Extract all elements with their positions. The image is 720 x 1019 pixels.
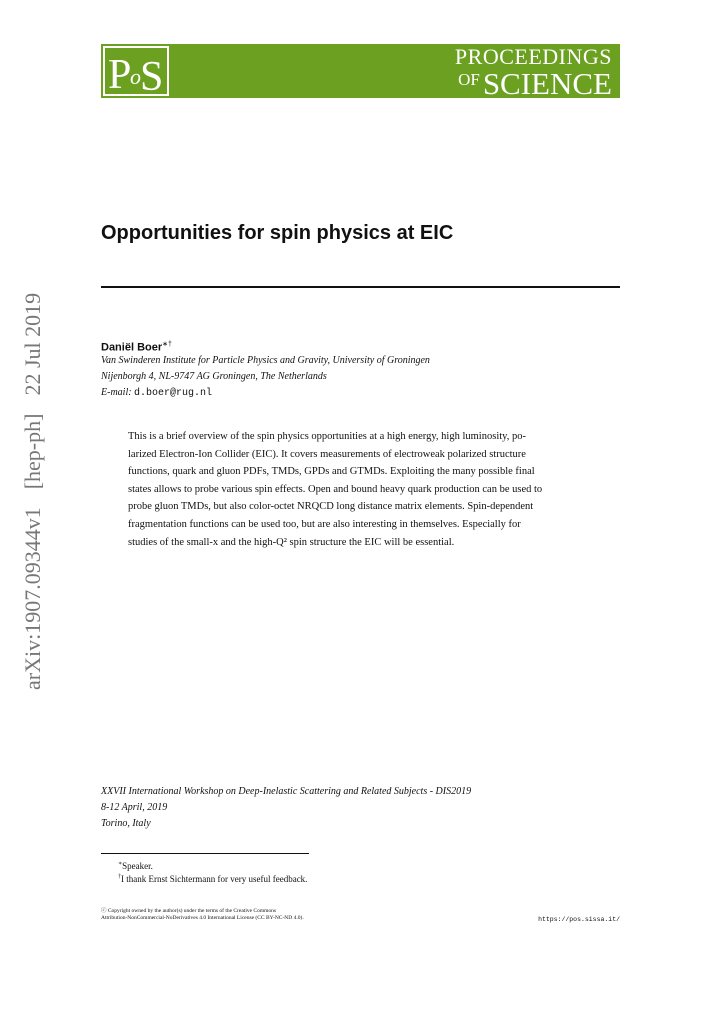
footnote-rule — [101, 853, 309, 854]
author-email — [101, 387, 212, 399]
title-rule — [101, 286, 620, 288]
copyright-line-1: ⓒ Copyright owned by the author(s) under the terms of the Creative Commons — [101, 908, 277, 914]
svg-text:o: o — [130, 64, 141, 89]
abstract-line: This is a brief overview of the spin physics opportunities at a high energy, high luminosity, po- — [128, 431, 526, 442]
author-name-text: Daniël Boer — [101, 341, 163, 354]
pos-wordmark — [455, 46, 612, 99]
wordmark-of: OF — [458, 70, 480, 89]
arxiv-category: [hep-ph] — [20, 413, 45, 490]
author-marks: ∗† — [162, 341, 172, 348]
arxiv-stamp — [20, 275, 46, 690]
abstract-line: states allows to probe various spin effects. Open and bound heavy quark production can be used to — [128, 483, 543, 495]
footnote-speaker — [118, 860, 153, 871]
arxiv-date: 22 Jul 2019 — [20, 292, 45, 396]
wordmark-science: SCIENCE — [482, 66, 612, 101]
abstract-line: fragmentation functions can be used too, but are also interesting in themselves. Especially for — [128, 518, 521, 530]
affiliation-line-1: Van Swinderen Institute for Particle Physics and Gravity, University of Groningen — [101, 355, 430, 366]
svg-text:P: P — [108, 52, 132, 94]
conference-dates: 8-12 April, 2019 — [101, 802, 168, 813]
abstract-line: probe gluon TMDs, but also color-octet NRQCD long distance matrix elements. Spin-dependent — [128, 501, 534, 513]
footnote-thanks — [118, 874, 307, 884]
copyright-line-2: Attribution-NonCommercial-NoDerivatives 4.0 International License (CC BY-NC-ND 4.0). — [101, 915, 304, 921]
abstract-line: functions, quark and gluon PDFs, TMDs, GPDs and GTMDs. Exploiting the many possible final — [128, 466, 535, 478]
pos-logo — [103, 46, 169, 96]
affiliation-line-2: Nijenborgh 4, NL-9747 AG Groningen, The Netherlands — [101, 371, 327, 382]
footnote-thanks-mark: † — [118, 874, 121, 880]
footnote-speaker-text: Speaker. — [122, 861, 153, 871]
svg-text:S: S — [140, 54, 164, 94]
author-name — [101, 340, 172, 354]
email-value[interactable]: d.boer@rug.nl — [134, 388, 213, 399]
email-label: E-mail: — [101, 387, 132, 398]
abstract — [128, 428, 595, 551]
wordmark-proceedings: PROCEEDINGS — [454, 44, 612, 69]
copyright-notice — [101, 908, 304, 922]
conference-location: Torino, Italy — [101, 818, 151, 829]
pos-url-link[interactable]: https://pos.sissa.it/ — [538, 916, 620, 923]
conference-name: XXVII International Workshop on Deep-Inelastic Scattering and Related Subjects - DIS2019 — [101, 786, 472, 797]
footnote-speaker-mark: ∗ — [118, 861, 123, 867]
abstract-line: studies of the small-x and the high-Q² spin structure the EIC will be essential. — [128, 536, 455, 548]
abstract-line: larized Electron-Ion Collider (EIC). It covers measurements of electroweak polarized structure — [128, 448, 526, 460]
arxiv-id: arXiv:1907.09344v1 — [20, 507, 45, 690]
pos-header-banner — [101, 44, 620, 101]
footnote-thanks-text: I thank Ernst Sichtermann for very useful feedback. — [121, 874, 308, 884]
paper-title: Opportunities for spin physics at EIC — [101, 222, 454, 244]
wordmark-science-line — [455, 68, 612, 99]
